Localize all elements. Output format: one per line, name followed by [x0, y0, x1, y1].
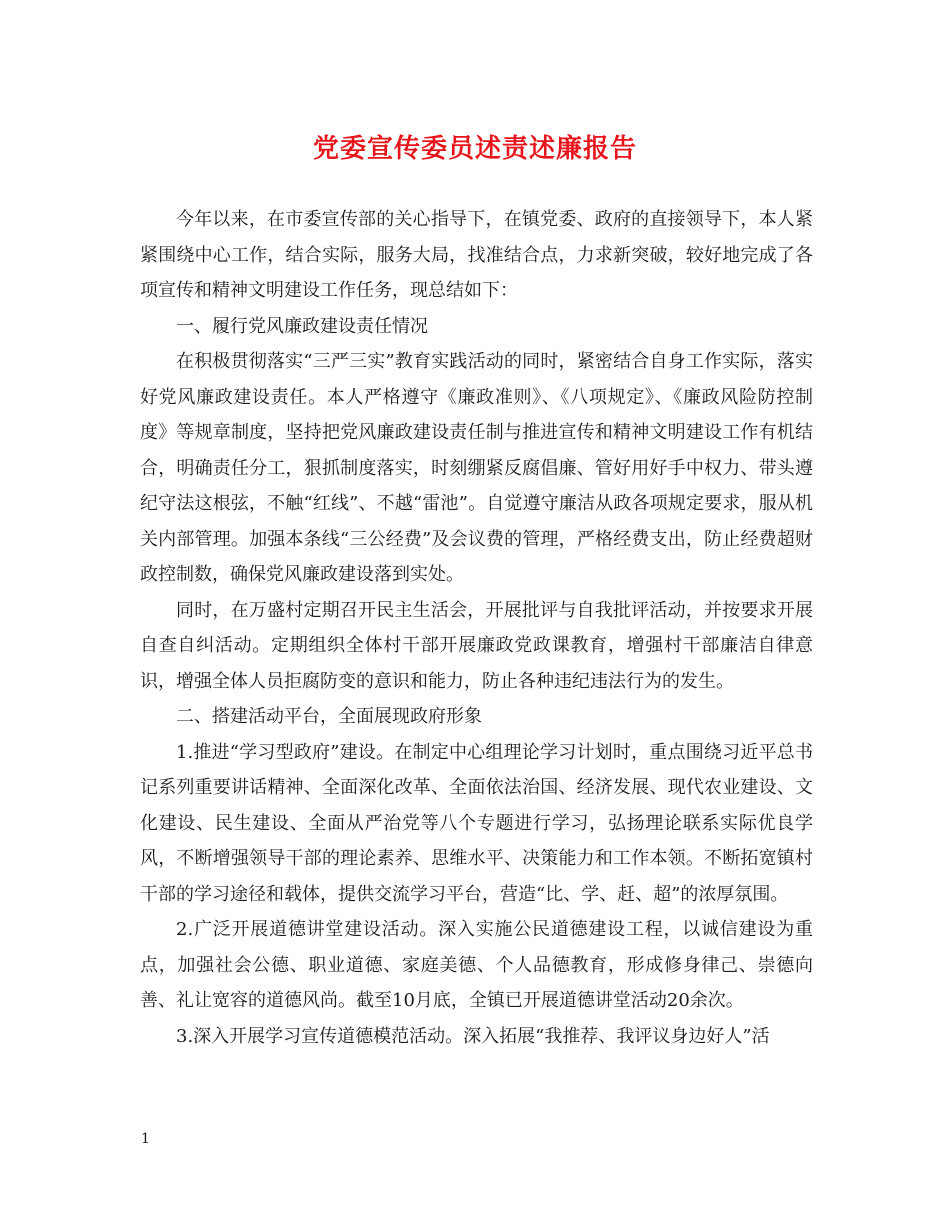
paragraph-intro: 今年以来，在市委宣传部的关心指导下，在镇党委、政府的直接领导下，本人紧紧围绕中心工作，结合实际，服务大局，找准结合点，力求新突破，较好地完成了各项宣传和精神文明建设工作任务，现总结如下：	[140, 209, 813, 301]
section-heading-1: 一、履行党风廉政建设责任情况	[176, 315, 428, 337]
paragraph-item-3: 3.深入开展学习宣传道德模范活动。深入拓展“我推荐、我评议身边好人”活	[176, 1025, 770, 1047]
section-heading-2: 二、搭建活动平台，全面展现政府形象	[176, 706, 482, 727]
paragraph-item-2: 2.广泛开展道德讲堂建设活动。深入实施公民道德建设工程，以诚信建设为重点，加强社会公德、职业道德、家庭美德、个人品德教育，形成修身律己、崇德向善、礼让宽容的道德风尚。截至10月底，全镇已开展道德讲堂活动20余次。	[140, 919, 813, 1011]
document-title: 党委宣传委员述责述廉报告	[312, 134, 637, 164]
document-body	[140, 202, 813, 1054]
paragraph-village-meetings: 同时，在万盛村定期召开民主生活会，开展批评与自我批评活动，并按要求开展自查自纠活动。定期组织全体村干部开展廉政党政课教育，增强村干部廉洁自律意识，增强全体人员拒腐防变的意识和能力，防止各种违纪违法行为的发生。	[140, 599, 813, 692]
paragraph-responsibility: 在积极贯彻落实“三严三实”教育实践活动的同时，紧密结合自身工作实际，落实好党风廉政建设责任。本人严格遵守《廉政准则》、《八项规定》、《廉政风险防控制度》等规章制度，坚持把党风廉政建设责任制与推进宣传和精神文明建设工作有机结合，明确责任分工，狠抓制度落实，时刻绷紧反腐倡廉、管好用好手中权力、带头遵纪守法这根弦，不触“红线”、不越“雷池”。自觉遵守廉洁从政各项规定要求，服从机关内部管理。加强本条线“三公经费”及会议费的管理，严格经费支出，防止经费超财政控制数，确保党风廉政建设落到实处。	[140, 351, 813, 585]
paragraph-item-1: 1.推进“学习型政府”建设。在制定中心组理论学习计划时，重点围绕习近平总书记系列重要讲话精神、全面深化改革、全面依法治国、经济发展、现代农业建设、文化建设、民生建设、全面从严治党等八个专题进行学习，弘扬理论联系实际优良学风，不断增强领导干部的理论素养、思维水平、决策能力和工作本领。不断拓宽镇村干部的学习途径和载体，提供交流学习平台，营造“比、学、赶、超”的浓厚氛围。	[140, 741, 813, 905]
page-number: 1	[141, 1131, 150, 1147]
